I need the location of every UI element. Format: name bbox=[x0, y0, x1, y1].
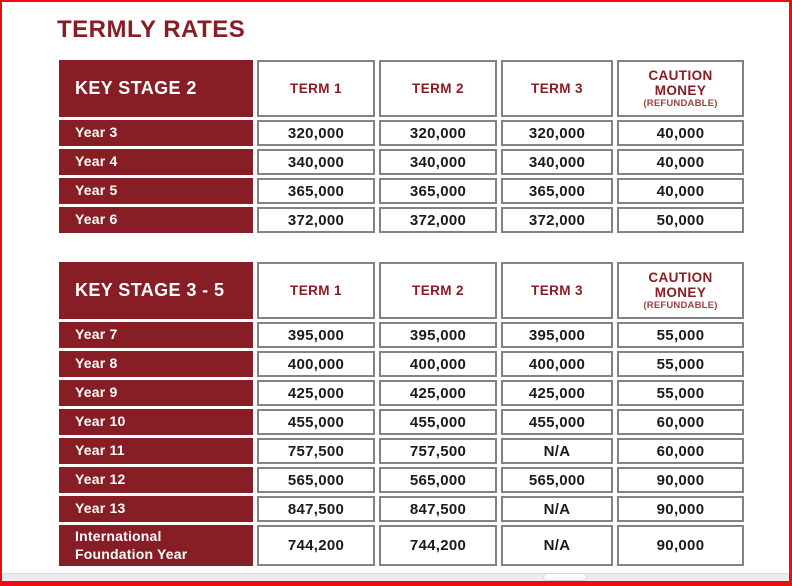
scrollbar-thumb[interactable] bbox=[543, 573, 587, 581]
value-cell: N/A bbox=[501, 438, 613, 464]
column-header-label: TERM 3 bbox=[531, 80, 583, 96]
value-cell: 372,000 bbox=[379, 207, 497, 233]
value-cell: 395,000 bbox=[379, 322, 497, 348]
value-cell: 55,000 bbox=[617, 351, 744, 377]
row-label: Year 12 bbox=[59, 467, 253, 493]
value-cell: 757,500 bbox=[379, 438, 497, 464]
value-cell: 744,200 bbox=[379, 525, 497, 566]
value-cell: 60,000 bbox=[617, 438, 744, 464]
value-cell: 340,000 bbox=[257, 149, 375, 175]
value-cell: N/A bbox=[501, 496, 613, 522]
value-cell: 455,000 bbox=[257, 409, 375, 435]
value-cell: 90,000 bbox=[617, 496, 744, 522]
row-label: Year 9 bbox=[59, 380, 253, 406]
row-label: Year 6 bbox=[59, 207, 253, 233]
value-cell: 60,000 bbox=[617, 409, 744, 435]
refundable-note: (REFUNDABLE) bbox=[643, 97, 718, 109]
row-label: Year 3 bbox=[59, 120, 253, 146]
key-stage-3-5-table bbox=[59, 262, 749, 566]
column-header bbox=[617, 262, 744, 319]
value-cell: 55,000 bbox=[617, 322, 744, 348]
value-cell: 425,000 bbox=[257, 380, 375, 406]
column-header bbox=[257, 60, 375, 117]
column-header-label: CAUTION MONEY bbox=[648, 269, 713, 300]
value-cell: 395,000 bbox=[257, 322, 375, 348]
column-header bbox=[501, 60, 613, 117]
column-header bbox=[257, 262, 375, 319]
value-cell: 847,500 bbox=[379, 496, 497, 522]
value-cell: 455,000 bbox=[379, 409, 497, 435]
value-cell: 425,000 bbox=[501, 380, 613, 406]
value-cell: 425,000 bbox=[379, 380, 497, 406]
value-cell: 400,000 bbox=[501, 351, 613, 377]
column-header-label: CAUTION MONEY bbox=[648, 67, 713, 98]
value-cell: 757,500 bbox=[257, 438, 375, 464]
value-cell: 565,000 bbox=[501, 467, 613, 493]
row-label: Year 11 bbox=[59, 438, 253, 464]
column-header bbox=[617, 60, 744, 117]
page-title: TERMLY RATES bbox=[57, 16, 246, 43]
value-cell: 365,000 bbox=[379, 178, 497, 204]
value-cell: 90,000 bbox=[617, 525, 744, 566]
value-cell: 365,000 bbox=[501, 178, 613, 204]
stage-header: KEY STAGE 3 - 5 bbox=[59, 262, 253, 319]
value-cell: 40,000 bbox=[617, 178, 744, 204]
value-cell: 340,000 bbox=[501, 149, 613, 175]
value-cell: 565,000 bbox=[257, 467, 375, 493]
horizontal-scrollbar[interactable] bbox=[2, 573, 789, 581]
key-stage-2-table bbox=[59, 60, 749, 233]
stage-header: KEY STAGE 2 bbox=[59, 60, 253, 117]
column-header bbox=[501, 262, 613, 319]
value-cell: 320,000 bbox=[379, 120, 497, 146]
row-label: Year 13 bbox=[59, 496, 253, 522]
page-content bbox=[59, 16, 749, 566]
value-cell: 90,000 bbox=[617, 467, 744, 493]
value-cell: 40,000 bbox=[617, 120, 744, 146]
column-header bbox=[379, 262, 497, 319]
column-header-label: TERM 3 bbox=[531, 282, 583, 298]
value-cell: 395,000 bbox=[501, 322, 613, 348]
value-cell: 50,000 bbox=[617, 207, 744, 233]
row-label: Year 8 bbox=[59, 351, 253, 377]
value-cell: 847,500 bbox=[257, 496, 375, 522]
value-cell: 372,000 bbox=[501, 207, 613, 233]
value-cell: 565,000 bbox=[379, 467, 497, 493]
value-cell: 320,000 bbox=[257, 120, 375, 146]
value-cell: 455,000 bbox=[501, 409, 613, 435]
value-cell: 320,000 bbox=[501, 120, 613, 146]
column-header-label: TERM 1 bbox=[290, 282, 342, 298]
value-cell: 55,000 bbox=[617, 380, 744, 406]
value-cell: 400,000 bbox=[257, 351, 375, 377]
row-label: Year 4 bbox=[59, 149, 253, 175]
column-header-label: TERM 1 bbox=[290, 80, 342, 96]
row-label: Year 5 bbox=[59, 178, 253, 204]
column-header bbox=[379, 60, 497, 117]
row-label: Year 10 bbox=[59, 409, 253, 435]
value-cell: 365,000 bbox=[257, 178, 375, 204]
row-label: International Foundation Year bbox=[59, 525, 253, 566]
column-header-label: TERM 2 bbox=[412, 282, 464, 298]
value-cell: 400,000 bbox=[379, 351, 497, 377]
refundable-note: (REFUNDABLE) bbox=[643, 299, 718, 311]
value-cell: 372,000 bbox=[257, 207, 375, 233]
value-cell: 40,000 bbox=[617, 149, 744, 175]
value-cell: 744,200 bbox=[257, 525, 375, 566]
value-cell: 340,000 bbox=[379, 149, 497, 175]
value-cell: N/A bbox=[501, 525, 613, 566]
row-label: Year 7 bbox=[59, 322, 253, 348]
column-header-label: TERM 2 bbox=[412, 80, 464, 96]
